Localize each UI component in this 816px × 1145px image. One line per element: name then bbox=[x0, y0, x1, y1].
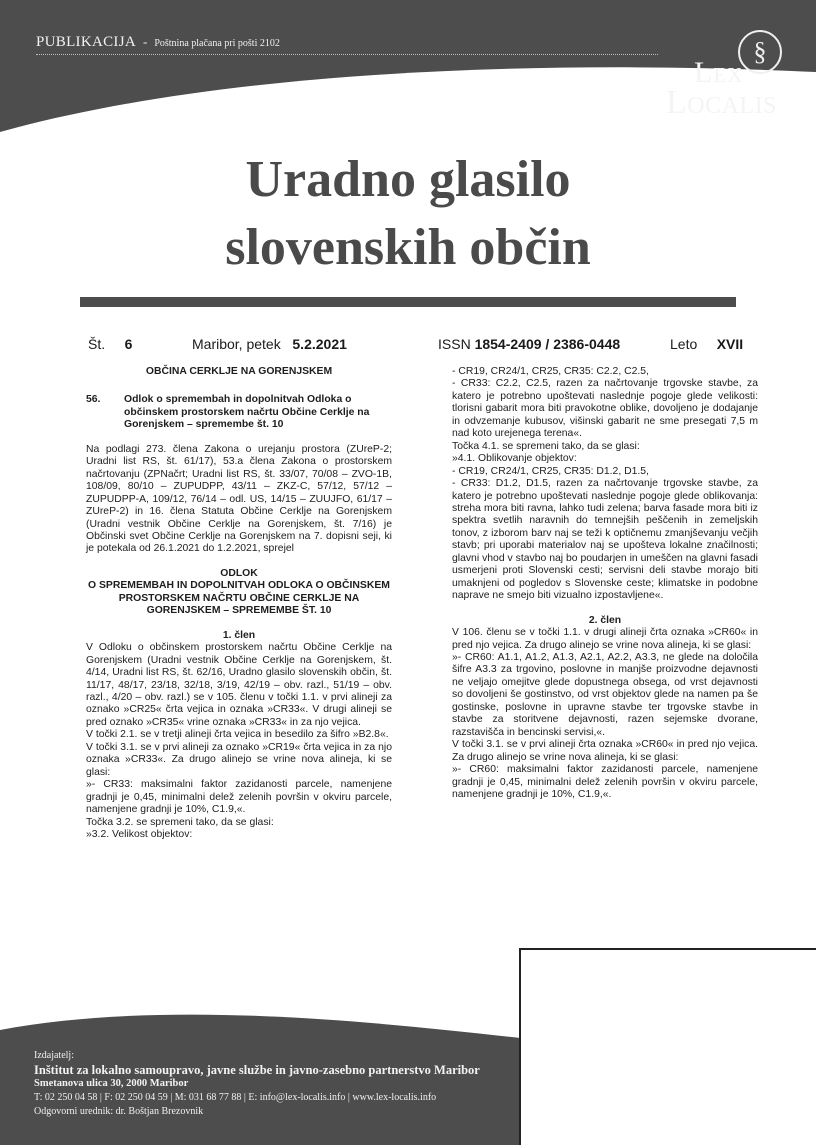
title-rule bbox=[80, 297, 736, 307]
publisher-name: Inštitut za lokalno samoupravo, javne službe in javno-zasebno partnerstvo Maribor bbox=[34, 1063, 480, 1077]
journal-title-line1: Uradno glasilo bbox=[245, 151, 571, 208]
left-column bbox=[86, 366, 392, 841]
right-column bbox=[452, 366, 758, 801]
publication-dash: - bbox=[142, 34, 148, 49]
journal-title bbox=[0, 146, 816, 282]
article-1-paragraph: »- CR33: maksimalni faktor zazidanosti parcele, namenjene gradnji je 0,45, minimalni delež zelenih površin v okviru parcele, namenjene gradnji je 10%, C1.9,«. bbox=[86, 779, 392, 816]
logo-lex: Lex bbox=[694, 56, 744, 89]
issue-number bbox=[88, 336, 132, 352]
article-1-heading: 1. člen bbox=[222, 629, 256, 641]
imprint bbox=[34, 1049, 480, 1119]
address-box bbox=[519, 948, 816, 1145]
issue-number-label: Št. bbox=[88, 336, 106, 352]
postage-note: Poštnina plačana pri pošti 2102 bbox=[154, 38, 280, 49]
decree-title: Odlok o spremembah in dopolnitvah Odloka o občinskem prostorskem načrtu Občine Cerklje na Gorenjskem – spremembe št. 10 bbox=[124, 394, 370, 431]
publisher-label: Izdajatelj: bbox=[34, 1050, 74, 1061]
publication-label: PUBLIKACIJA bbox=[36, 34, 136, 50]
right-paragraph: - CR19, CR24/1, CR25, CR35: D1.2, D1.5, bbox=[452, 465, 649, 477]
right-paragraph: - CR33: C2.2, C2.5, razen za načrtovanje trgovske stavbe, za katero je potrebno upoštevati naslednje pogoje glede velikosti: tlorisni gabarit mora biti pravokotne oblike, dovoljeno je dodajanje in odvzemanje kubusov, višinski gabarit ne sme presegati 7,5 m nad koto urejenega terena«. bbox=[452, 378, 758, 440]
article-2-heading: 2. člen bbox=[588, 614, 622, 626]
footer-curve bbox=[0, 960, 520, 1050]
right-paragraph: »4.1. Oblikovanje objektov: bbox=[452, 453, 577, 465]
issue-number-value: 6 bbox=[124, 336, 133, 352]
issn bbox=[438, 336, 620, 352]
dotted-divider bbox=[36, 54, 658, 55]
issue-date bbox=[192, 336, 347, 352]
issue-place-day: Maribor, petek bbox=[192, 336, 281, 352]
publication-line bbox=[36, 33, 280, 51]
lex-localis-logo bbox=[660, 28, 800, 120]
issue-year bbox=[670, 336, 743, 352]
municipality-heading: OBČINA CERKLJE NA GORENJSKEM bbox=[145, 366, 333, 377]
right-paragraph: - CR19, CR24/1, CR25, CR35: C2.2, C2.5, bbox=[452, 366, 649, 377]
publisher-address: Smetanova ulica 30, 2000 Maribor bbox=[34, 1078, 189, 1089]
logo-localis: Localis bbox=[666, 84, 777, 121]
section-icon: § bbox=[753, 37, 767, 66]
publisher-contacts: T: 02 250 04 58 | F: 02 250 04 59 | M: 031 68 77 88 | E: info@lex-localis.info | www.lex-localis.info bbox=[34, 1092, 437, 1103]
right-paragraph: - CR33: D1.2, D1.5, razen za načrtovanje trgovske stavbe, za katero je potrebno upoštevati naslednje pogoje glede oblikovanja: streha mora biti ravna, lahko tudi zelena; barva fasade mora biti iz spektra svetlih naravnih do temnejših peščenih in zemeljskih tonov, z izborom barv naj se teži k optičnemu zmanjševanju večjih stavb; pri uporabi materialov naj se upošteva lokalne značilnosti; glavni vhod v stavbo naj bo poudarjen in umeščen na glavni fasadi usmerjeni proti Slovenski cesti; servisni deli stavbe morajo biti umaknjeni od pogledov s Slovenske ceste; klimatske in podobne naprave ne smejo biti vizualno izpostavljene«. bbox=[452, 478, 758, 602]
right-paragraph: Točka 4.1. se spremeni tako, da se glasi: bbox=[452, 440, 640, 452]
issue-date-value: 5.2.2021 bbox=[292, 336, 347, 352]
odlok-heading: ODLOK bbox=[220, 567, 258, 579]
article-2-paragraph: »- CR60: maksimalni faktor zazidanosti parcele, namenjene gradnji je 0,45, minimalni delež zelenih površin v okviru parcele, namenjene gradnji je 10%, C1.9,«. bbox=[452, 764, 758, 800]
issn-label: ISSN bbox=[438, 336, 471, 352]
year-label: Leto bbox=[670, 336, 698, 352]
decree-heading bbox=[86, 394, 392, 431]
article-2-paragraph: »- CR60: A1.1, A1.2, A1.3, A2.1, A2.2, A3.3, ne glede na določila šifre A3.3 za trgovino, poslovne in manjše proizvodne dejavnosti ne veljajo omejitve glede dopustnega obsega, od vrst dejavnosti so dovoljeni še gostinstvo, od vrst objektov glede na namen pa še gostinske, poslovne in upravne stavbe ter trgovske stavbe in stavbe za storitvene dejavnosti, razen sejemske dvorane, razstavišča in bencinski servisi,«. bbox=[452, 651, 758, 738]
article-1-paragraph: Točka 3.2. se spremeni tako, da se glasi: bbox=[86, 816, 274, 828]
issn-value: 1854-2409 / 2386-0448 bbox=[474, 336, 621, 352]
article-1-paragraph: »3.2. Velikost objektov: bbox=[86, 828, 193, 840]
article-1-paragraph: V točki 2.1. se v tretji alineji črta vejica in besedilo za šifro »B2.8«. bbox=[86, 729, 389, 741]
article-1-paragraph: V točki 3.1. se v prvi alineji za oznako »CR19« črta vejica in za njo oznaka »CR33«. Za drugo alinejo se vrine nova alineja, ki se glasi: bbox=[86, 741, 392, 778]
article-2-paragraph: V točki 3.1. se v prvi alineji črta oznaka »CR60« in pred njo vejica. Za drugo alinejo se vrine nova alineja, ki se glasi: bbox=[452, 739, 758, 763]
editor-in-chief: Odgovorni urednik: dr. Boštjan Brezovnik bbox=[34, 1106, 204, 1117]
preamble: Na podlagi 273. člena Zakona o urejanju prostora (ZUreP-2; Uradni list RS, št. 61/17), 53.a člena Zakona o prostorskem načrtovanju (ZPNačrt; Uradni list RS, št. 33/07, 70/08 – ZVO-1B, 108/09, 80/10 – ZUPUDPP, 43/11 – ZKZ-C, 57/12, 57/12 – ZUPUDPP-A, 109/12, 76/14 – odl. US, 14/15 – ZUUJFO, 61/17 – ZUreP-2) in 16. člena Statuta Občine Cerklje na Gorenjskem (Uradni vestnik Občine Cerklje na Gorenjskem, št. 7/16) je Občinski svet Občine Cerklje na Gorenjskem na 7. dopisni seji, ki je potekala od 26.1.2021 do 1.2.2021, sprejel bbox=[86, 443, 392, 555]
year-value: XVII bbox=[716, 336, 744, 352]
journal-title-line2: slovenskih občin bbox=[225, 219, 591, 276]
decree-number: 56. bbox=[86, 394, 101, 406]
odlok-subheading: O SPREMEMBAH IN DOPOLNITVAH ODLOKA O OBČINSKEM PROSTORSKEM NAČRTU OBČINE CERKLJE NA GORENJSKEM – SPREMEMBE ŠT. 10 bbox=[88, 580, 390, 617]
article-2-paragraph: V 106. členu se v točki 1.1. v drugi alineji črta oznaka »CR60« in pred njo vejica. Za drugo alinejo se vrine nova alineja, ki se glasi: bbox=[452, 627, 758, 651]
article-1-paragraph: V Odloku o občinskem prostorskem načrtu Občine Cerklje na Gorenjskem (Uradni vestnik Občine Cerklje na Gorenjskem, št. 4/14, Uradni list RS, št. 62/16, Uradno glasilo slovenskih občin, št. 11/17, 48/17, 23/18, 32/18, 3/19, 42/19 – obv. razl., 51/19 – obv. razl., 4/20 – obv. razl.) se v 105. členu v točki 1.1. v prvi alineji za oznako »CR25« črta vejica in oznaka »CR33«. V drugi alineji se pred oznako »CR35« vrine oznaka »CR33« in za njo vejica. bbox=[86, 642, 392, 728]
